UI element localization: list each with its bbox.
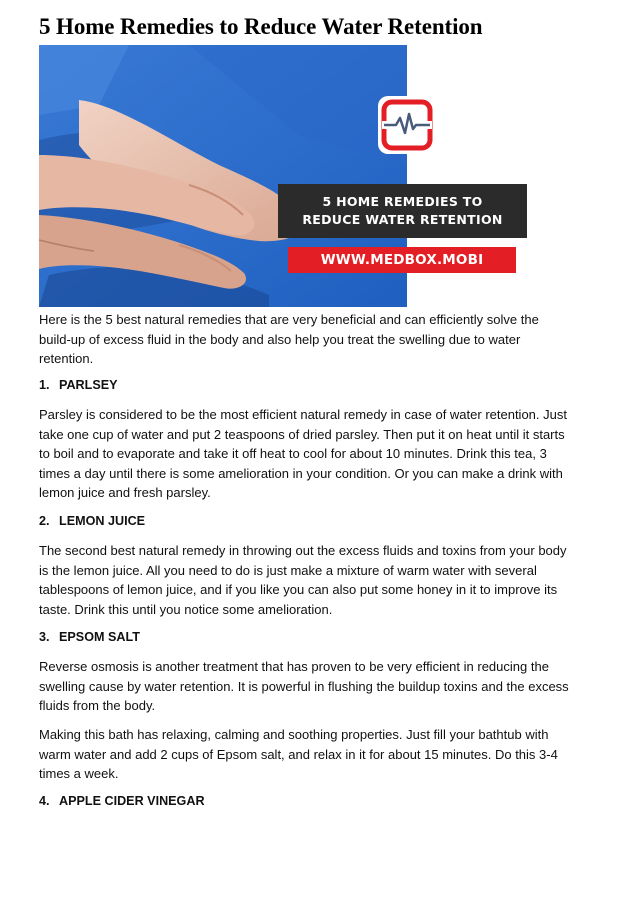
section-heading-3: 3. EPSOM SALT [39, 630, 140, 644]
medbox-logo [378, 96, 436, 154]
hero-banner-line1: 5 HOME REMEDIES TO [322, 194, 483, 209]
section-paragraph-3a: Reverse osmosis is another treatment that has proven to be very efficient in reducing the swelling cause by water retention. It is powerful in flushing the buildup toxins and the excess fluids from the body. [39, 659, 569, 713]
page-title: 5 Home Remedies to Reduce Water Retention [39, 14, 483, 39]
section-paragraph-3b: Making this bath has relaxing, calming and soothing properties. Just fill your bathtub with warm water and add 2 cups of Epsom salt, and relax in it for about 15 minutes. Do this 3-4 times a week. [39, 727, 558, 781]
hero-banner [278, 184, 527, 238]
hero-url-bar: WWW.MEDBOX.MOBI [288, 247, 516, 273]
section-heading-4: 4. APPLE CIDER VINEGAR [39, 794, 205, 808]
section-heading-1: 1. PARLSEY [39, 378, 118, 392]
heartbeat-icon [378, 96, 436, 154]
hero-image [39, 45, 503, 307]
intro-paragraph: Here is the 5 best natural remedies that are very beneficial and can efficiently solve the build-up of excess fluid in the body and also help you treat the swelling due to water retention. [39, 312, 539, 366]
section-paragraph-2: The second best natural remedy in throwing out the excess fluids and toxins from your body is the lemon juice. All you need to do is just make a mixture of warm water with several tablespoons of lemon juice, and if you like you can also put some honey in it to improve its taste. Drink this until you notice some amelioration. [39, 543, 567, 617]
hero-banner-line2: REDUCE WATER RETENTION [302, 212, 503, 227]
section-heading-2: 2. LEMON JUICE [39, 514, 146, 528]
section-paragraph-1: Parsley is considered to be the most efficient natural remedy in case of water retention. Just take one cup of water and put 2 teaspoons of dried parsley. Then put it on heat until it starts to boil and to evaporate and take it off heat to cool for about 10 minutes. Drink this tea, 3 times a day until there is some amelioration in your condition. Or you can make a drink with lemon juice and fresh parsley. [39, 407, 567, 500]
